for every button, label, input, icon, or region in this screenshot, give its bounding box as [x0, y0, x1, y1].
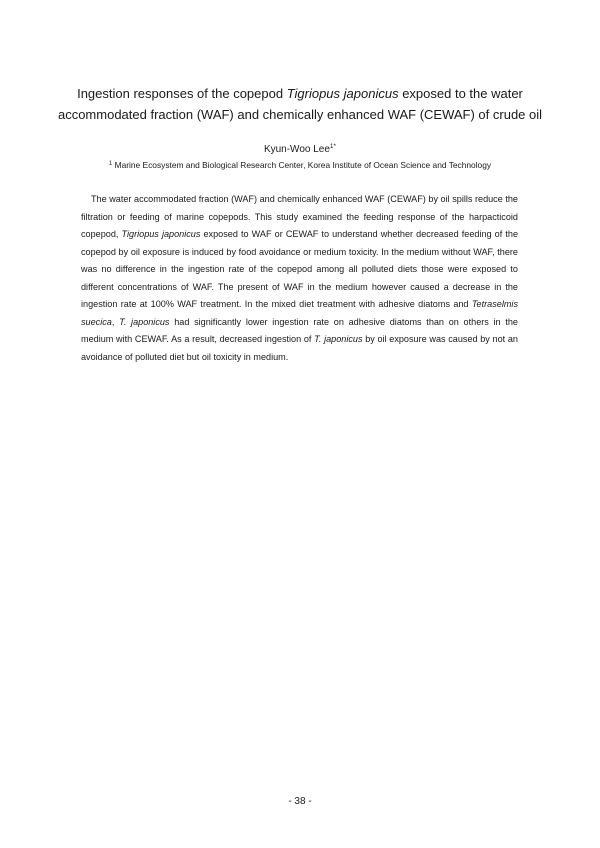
- affiliation-superscript: 1: [108, 161, 113, 167]
- title-text-line2: accommodated fraction (WAF) and chemically enhanced WAF (CEWAF) of crude oil: [57, 107, 543, 122]
- abstract-segment: The water accommodated fraction (WAF) and chemically enhanced WAF (CEWAF) by oil spills reduce the filtration or feeding of marine copepods. This study examined the feeding response of the harpacticoid copepod,: [81, 194, 518, 239]
- abstract-paragraph: [81, 191, 518, 366]
- species-name: T. japonicus: [119, 316, 170, 327]
- species-name: T. japonicus: [314, 334, 363, 344]
- author-name: Kyun-Woo Lee: [263, 144, 330, 155]
- abstract-segment: ,: [111, 316, 120, 327]
- affiliation-line: [40, 159, 560, 172]
- affiliation-text: Marine Ecosystem and Biological Research Center, Korea Institute of Ocean Science and Technology: [112, 160, 492, 170]
- title-text-part1: Ingestion responses of the copepod: [77, 86, 287, 101]
- author-superscript: 1*: [329, 143, 337, 150]
- abstract-segment: by oil exposure was caused by not an avoidance of polluted diet but oil toxicity in medium.: [81, 334, 518, 362]
- abstract-segment: exposed to WAF or CEWAF to understand whether decreased feeding of the copepod by oil exposure is induced by food avoidance or medium toxicity. In the medium without WAF, there was no difference in the ingestion rate of the copepod among all polluted diets those were exposed to different concentrations of WAF. The present of WAF in the medium however caused a decrease in the ingestion rate at 100% WAF treatment. In the mixed diet treatment with adhesive diatoms and: [81, 229, 519, 309]
- page-number: - 38 -: [288, 796, 312, 807]
- abstract-segment: had significantly lower ingestion rate on adhesive diatoms than on others in the medium with CEWAF. As a result, decreased ingestion of: [81, 316, 518, 344]
- title-species-name: Tigriopus japonicus: [286, 86, 399, 101]
- author-line: [40, 143, 560, 157]
- paper-title: [40, 83, 560, 125]
- title-text-part2: exposed to the water: [398, 86, 523, 101]
- species-name: Tetraselmis suecica: [81, 299, 518, 327]
- species-name: Tigriopus japonicus: [121, 229, 201, 239]
